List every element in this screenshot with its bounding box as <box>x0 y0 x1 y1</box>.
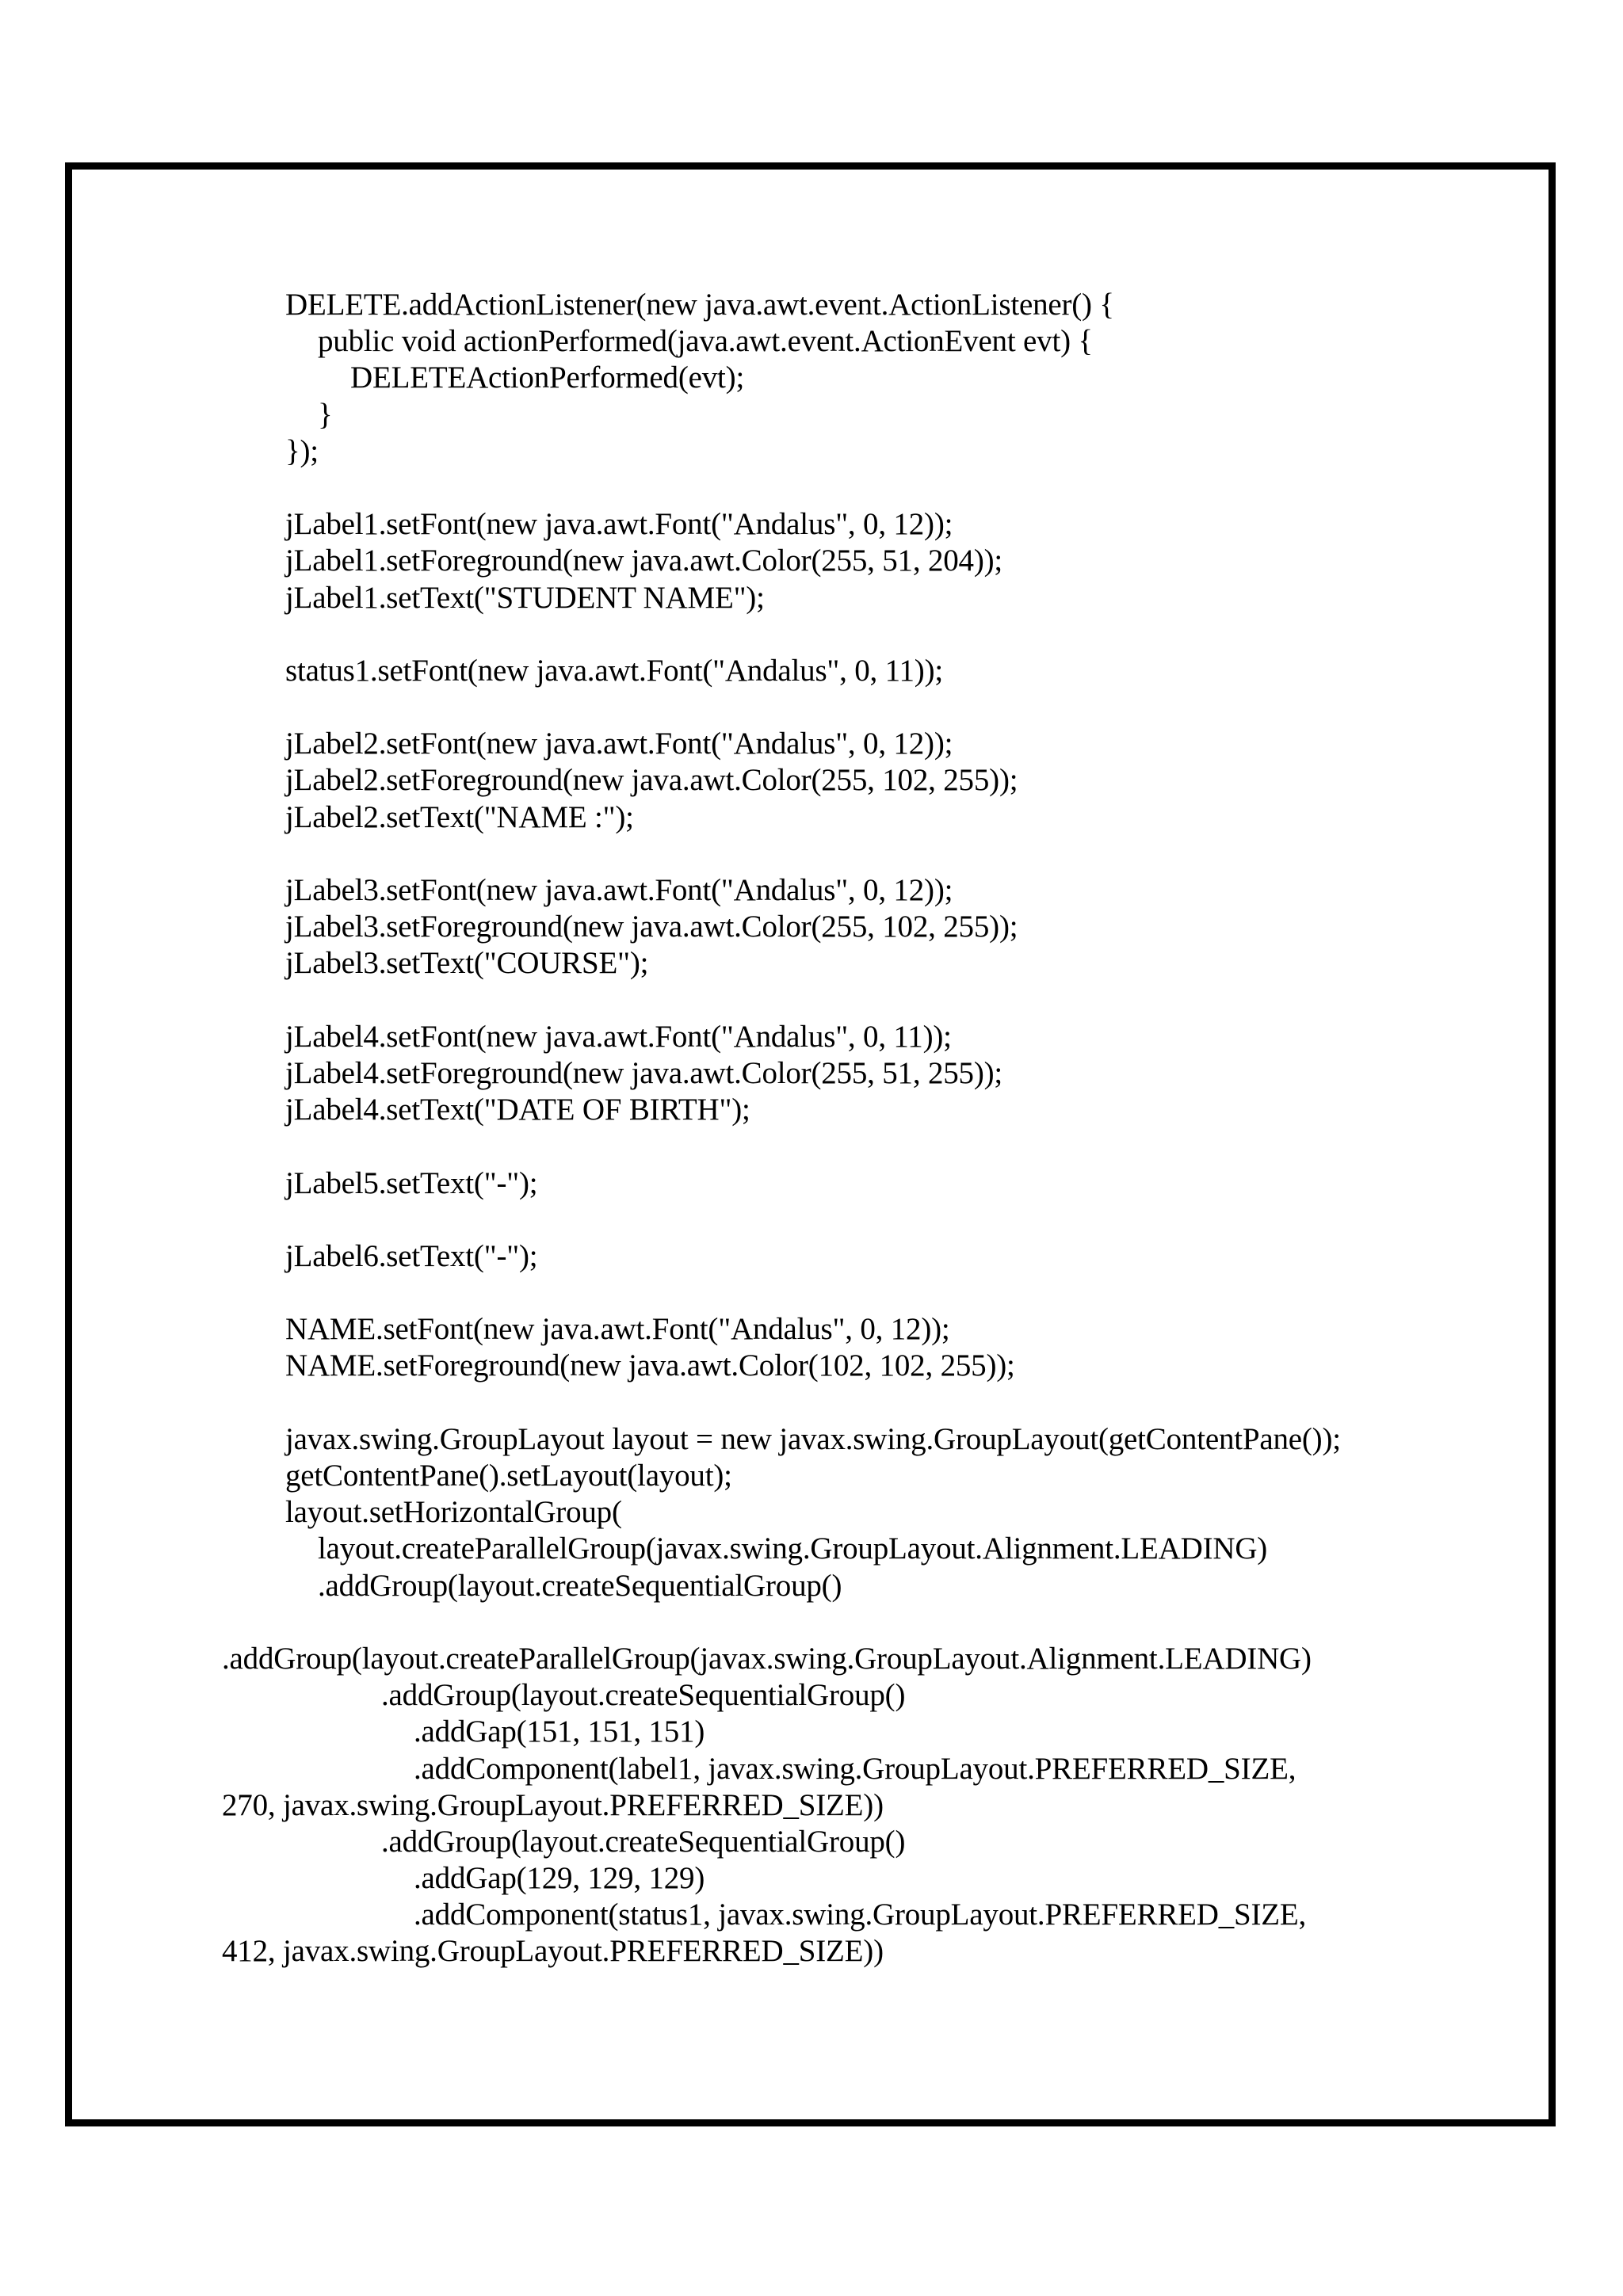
code-line: jLabel2.setText("NAME :"); <box>285 799 634 834</box>
code-line <box>222 1604 1458 1641</box>
code-line: .addComponent(status1, javax.swing.GroupLayout.PREFERRED_SIZE, <box>414 1897 1307 1932</box>
code-line: jLabel5.setText("-"); <box>285 1165 538 1200</box>
code-line <box>222 1385 1458 1421</box>
code-line: layout.createParallelGroup(javax.swing.GroupLayout.Alignment.LEADING) <box>318 1531 1268 1566</box>
code-line: }); <box>285 433 319 468</box>
code-line: .addGap(151, 151, 151) <box>414 1714 705 1749</box>
code-line: public void actionPerformed(java.awt.event.ActionEvent evt) { <box>318 324 1093 359</box>
code-listing <box>222 287 1522 1970</box>
code-line <box>222 1128 1458 1165</box>
code-line <box>222 982 1458 1019</box>
code-line: jLabel1.setForeground(new java.awt.Color(255, 51, 204)); <box>285 543 1003 578</box>
code-line <box>222 1275 1458 1311</box>
code-line: DELETEActionPerformed(evt); <box>350 360 745 395</box>
code-line: .addGap(129, 129, 129) <box>414 1861 705 1896</box>
code-line: status1.setFont(new java.awt.Font("Andalus", 0, 11)); <box>285 653 944 688</box>
code-line: getContentPane().setLayout(layout); <box>285 1459 732 1493</box>
code-line <box>222 470 1458 506</box>
code-line: jLabel4.setForeground(new java.awt.Color(255, 51, 255)); <box>285 1055 1003 1090</box>
code-line <box>222 1202 1458 1238</box>
code-line <box>222 616 1458 653</box>
code-line: jLabel1.setText("STUDENT NAME"); <box>285 580 765 615</box>
code-line: jLabel2.setFont(new java.awt.Font("Andalus", 0, 12)); <box>285 727 953 761</box>
code-line: .addComponent(label1, javax.swing.GroupLayout.PREFERRED_SIZE, <box>414 1751 1296 1786</box>
code-line: NAME.setFont(new java.awt.Font("Andalus", 0, 12)); <box>285 1312 950 1347</box>
code-line: 412, javax.swing.GroupLayout.PREFERRED_SIZE)) <box>222 1934 884 1969</box>
code-line: DELETE.addActionListener(new java.awt.event.ActionListener() { <box>285 288 1114 322</box>
code-line: } <box>318 397 333 432</box>
code-line: jLabel3.setFont(new java.awt.Font("Andalus", 0, 12)); <box>285 873 953 907</box>
code-line: .addGroup(layout.createSequentialGroup() <box>381 1678 906 1713</box>
code-line: .addGroup(layout.createSequentialGroup() <box>318 1568 842 1603</box>
code-line: jLabel1.setFont(new java.awt.Font("Andalus", 0, 12)); <box>285 507 953 542</box>
code-line: 270, javax.swing.GroupLayout.PREFERRED_SIZE)) <box>222 1787 884 1822</box>
code-line: NAME.setForeground(new java.awt.Color(102, 102, 255)); <box>285 1348 1015 1383</box>
code-line: javax.swing.GroupLayout layout = new javax.swing.GroupLayout(getContentPane()); <box>285 1421 1341 1456</box>
code-line <box>222 836 1458 872</box>
code-line: jLabel4.setText("DATE OF BIRTH"); <box>285 1093 750 1127</box>
code-line: jLabel2.setForeground(new java.awt.Color(255, 102, 255)); <box>285 763 1018 798</box>
code-line: jLabel3.setText("COURSE"); <box>285 946 649 981</box>
code-line: .addGroup(layout.createParallelGroup(javax.swing.GroupLayout.Alignment.LEADING) <box>222 1641 1312 1676</box>
code-line: jLabel3.setForeground(new java.awt.Color(255, 102, 255)); <box>285 910 1018 944</box>
code-line: .addGroup(layout.createSequentialGroup() <box>381 1824 906 1859</box>
code-line: layout.setHorizontalGroup( <box>285 1495 622 1530</box>
code-line <box>222 689 1458 726</box>
code-line: jLabel6.setText("-"); <box>285 1238 538 1273</box>
code-line: jLabel4.setFont(new java.awt.Font("Andalus", 0, 11)); <box>285 1019 952 1054</box>
